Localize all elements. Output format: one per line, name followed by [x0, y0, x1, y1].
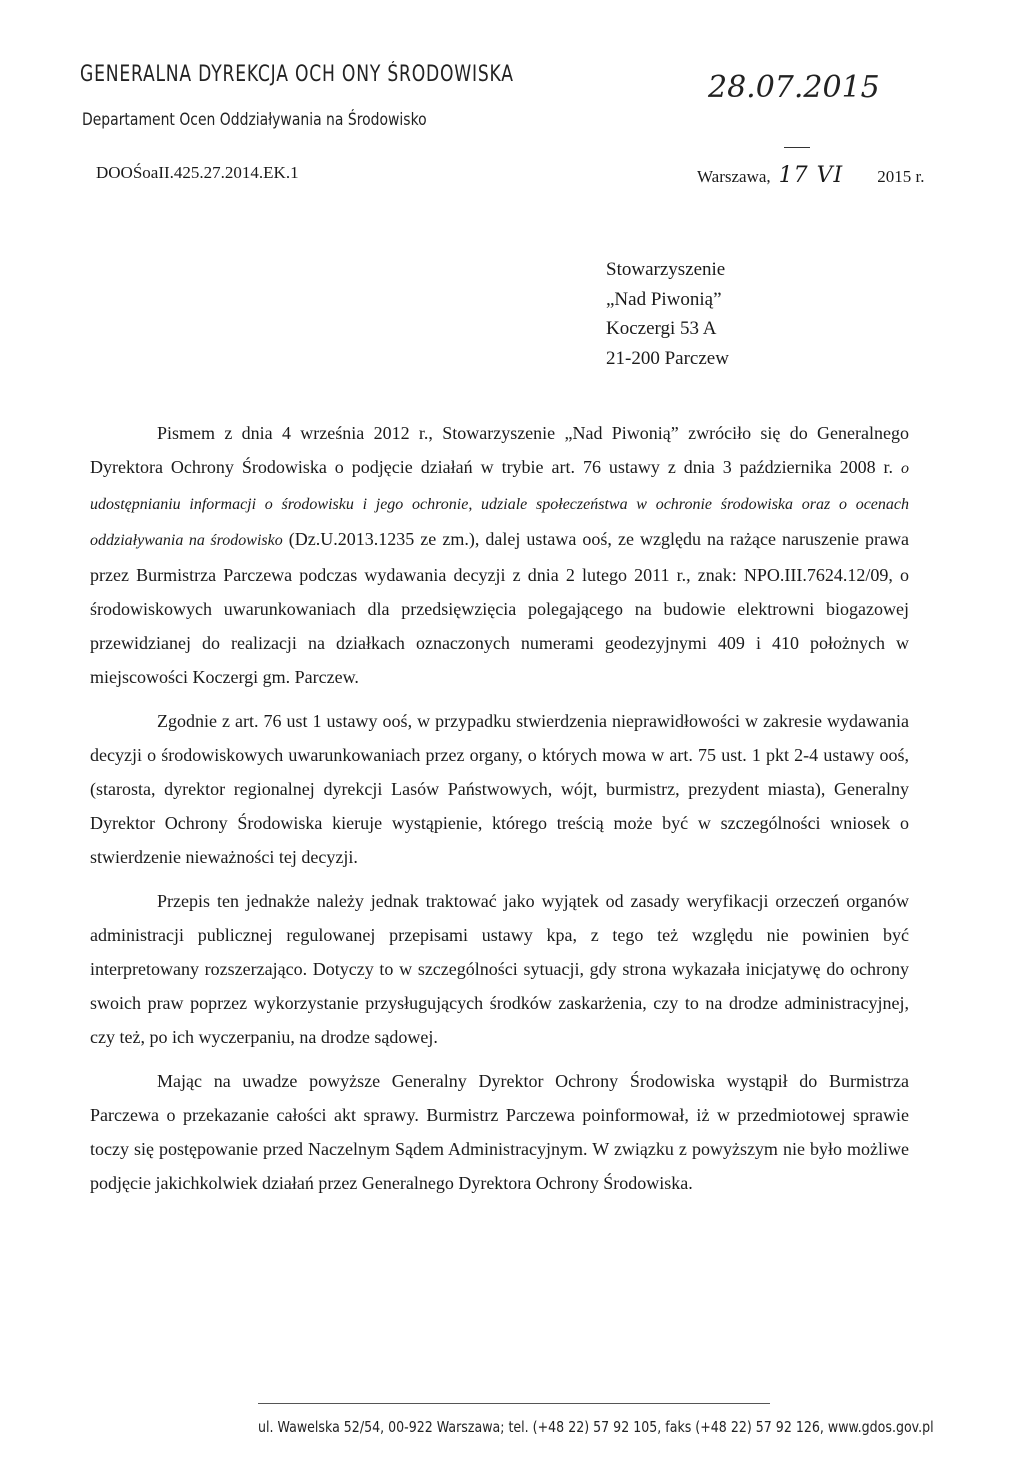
footer-divider	[258, 1403, 770, 1404]
footer-contact: ul. Wawelska 52/54, 00-922 Warszawa; tel. (+48 22) 57 92 105, faks (+48 22) 57 92 126, www.gdos.gov.pl	[258, 1418, 934, 1436]
recipient-line-2: „Nad Piwonią”	[606, 288, 722, 310]
handwritten-receipt-date: 28.07.2015	[708, 70, 880, 105]
place-and-date	[697, 163, 924, 188]
document-reference: DOOŚoaII.425.27.2014.EK.1	[96, 163, 299, 182]
letter-body	[90, 416, 909, 1200]
recipient-line-1: Stowarzyszenie	[606, 259, 726, 280]
handwritten-mark	[784, 147, 810, 148]
paragraph-4: Mając na uwadze powyższe Generalny Dyrektor Ochrony Środowiska wystąpił do Burmistrza Parczewa o przekazanie całości akt sprawy. Burmistrz Parczewa poinformował, iż w przedmiotowej sprawie toczy się postępowanie przed Naczelnym Sądem Administracyjnym. W związku z powyższym nie było możliwe podjęcie jakichkolwiek działań przez Generalnego Dyrektora Ochrony Środowiska.	[90, 1071, 909, 1193]
department-name: Departament Ocen Oddziaływania na Środowisko	[82, 110, 427, 130]
recipient-line-4: 21-200 Parczew	[606, 347, 729, 369]
year: 2015 r.	[877, 167, 925, 186]
recipient-address	[606, 255, 729, 373]
city: Warszawa,	[697, 167, 771, 186]
organization-name: GENERALNA DYREKCJA OCH ONY ŚRODOWISKA	[80, 62, 514, 87]
paragraph-1-intro: Pismem z dnia 4 września 2012 r., Stowarzyszenie „Nad Piwonią” zwróciło się do Generalnego Dyrektora Ochrony Środowiska o podjęcie działań w trybie art. 76 ustawy z dnia 3 października 2008 r.	[90, 423, 909, 477]
paragraph-3: Przepis ten jednakże należy jednak traktować jako wyjątek od zasady weryfikacji orzeczeń organów administracji publicznej regulowanej przepisami ustawy kpa, z tego też względu nie powinien być interpretowany rozszerzająco. Dotyczy to w szczególności sytuacji, gdy strona wykazała inicjatywę do ochrony swoich praw poprzez wykorzystanie przysługujących środków zaskarżenia, czy to na drodze administracyjnej, czy też, po ich wyczerpaniu, na drodze sądowej.	[90, 891, 909, 1047]
recipient-line-3: Koczergi 53 A	[606, 318, 717, 339]
handwritten-day-month: 17 VI	[778, 163, 844, 188]
paragraph-1	[90, 416, 909, 694]
paragraph-2: Zgodnie z art. 76 ust 1 ustawy ooś, w przypadku stwierdzenia nieprawidłowości w zakresie wydawania decyzji o środowiskowych uwarunkowaniach przez organy, o których mowa w art. 75 ust. 1 pkt 2-4 ustawy ooś, (starosta, dyrektor regionalnej dyrekcji Lasów Państwowych, wójt, burmistrz, prezydent miasta), Generalny Dyrektor Ochrony Środowiska kieruje wystąpienie, którego treścią może być w szczególności wniosek o stwierdzenie nieważności tej decyzji.	[90, 711, 909, 867]
act-title: o udostępnianiu informacji o środowisku i jego ochronie, udziale społeczeństwa w ochronie środowiska oraz o ocenach oddziaływania na środowisko	[90, 460, 909, 549]
paragraph-1-rest: (Dz.U.2013.1235 ze zm.), dalej ustawa ooś, ze względu na rażące naruszenie prawa przez Burmistrza Parczewa podczas wydawania decyzji z dnia 2 lutego 2011 r., znak: NPO.III.7624.12/09, o środowiskowych uwarunkowaniach dla przedsięwzięcia polegającego na budowie elektrowni biogazowej przewidzianej do realizacji na działkach oznaczonych numerami geodezyjnymi 409 i 410 położnych w miejscowości Koczergi gm. Parczew.	[90, 529, 909, 687]
